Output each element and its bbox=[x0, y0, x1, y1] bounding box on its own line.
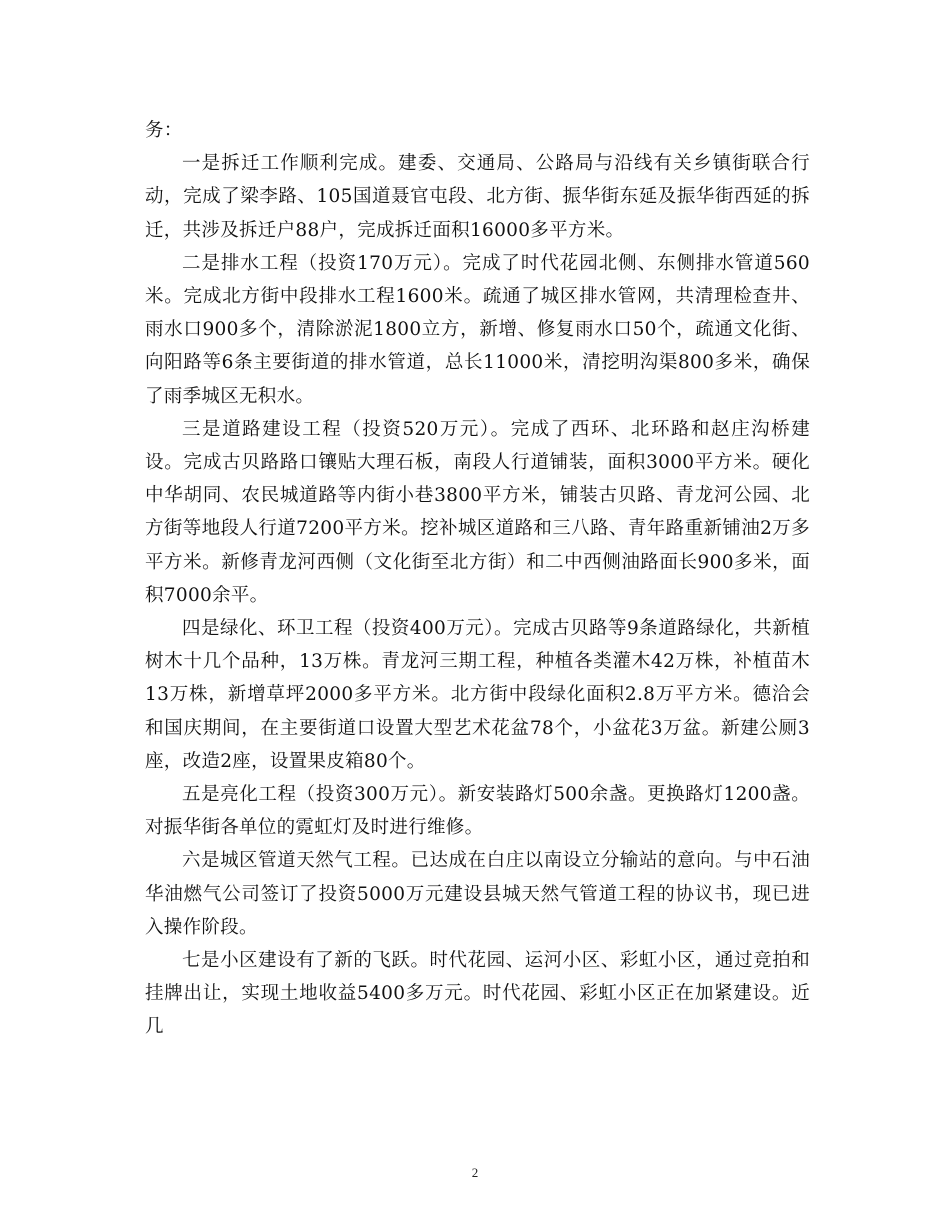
paragraph-road-construction: 三是道路建设工程（投资520万元）。完成了西环、北环路和赵庄沟桥建设。完成古贝路路口镶贴大理石板，南段人行道铺装，面积3000平方米。硬化中华胡同、农民城道路等内街小巷3800平方米，铺装古贝路、青龙河公园、北方街等地段人行道7200平方米。挖补城区道路和三八路、青年路重新铺油2万多平方米。新修青龙河西侧（文化街至北方街）和二中西侧油路面长900多米，面积7000余平。 bbox=[145, 418, 810, 606]
paragraph-lighting: 五是亮化工程（投资300万元）。新安装路灯500余盏。更换路灯1200盏。对振华街各单位的霓虹灯及时进行维修。 bbox=[145, 784, 810, 839]
paragraph-demolition: 一是拆迁工作顺利完成。建委、交通局、公路局与沿线有关乡镇街联合行动，完成了梁李路、105国道聂官屯段、北方街、振华街东延及振华街西延的拆迁，共涉及拆迁户88户，完成拆迁面积16000多平方米。 bbox=[145, 153, 810, 241]
paragraph-greening-sanitation: 四是绿化、环卫工程（投资400万元）。完成古贝路等9条道路绿化，共新植树木十几个品种，13万株。青龙河三期工程，种植各类灌木42万株，补植苗木13万株，新增草坪2000多平方米。北方街中段绿化面积2.8万平方米。德洽会和国庆期间，在主要街道口设置大型艺术花盆78个，小盆花3万盆。新建公厕3座，改造2座，设置果皮箱80个。 bbox=[145, 618, 810, 772]
page-number: 2 bbox=[471, 1165, 479, 1180]
document-body bbox=[145, 114, 810, 1044]
paragraph-drainage: 二是排水工程（投资170万元）。完成了时代花园北侧、东侧排水管道560米。完成北方街中段排水工程1600米。疏通了城区排水管网，共清理检查井、雨水口900多个，清除淤泥1800立方，新增、修复雨水口50个，疏通文化街、向阳路等6条主要街道的排水管道，总长11000米，清挖明沟渠800多米，确保了雨季城区无积水。 bbox=[145, 252, 810, 407]
paragraph-residential: 七是小区建设有了新的飞跃。时代花园、运河小区、彩虹小区，通过竞拍和挂牌出让，实现土地收益5400多万元。时代花园、彩虹小区正在加紧建设。近几 bbox=[145, 950, 810, 1038]
paragraph-continuation: 务： bbox=[145, 120, 183, 141]
paragraph-natural-gas: 六是城区管道天然气工程。已达成在白庄以南设立分输站的意向。与中石油华油燃气公司签订了投资5000万元建设县城天然气管道工程的协议书，现已进入操作阶段。 bbox=[145, 850, 810, 938]
